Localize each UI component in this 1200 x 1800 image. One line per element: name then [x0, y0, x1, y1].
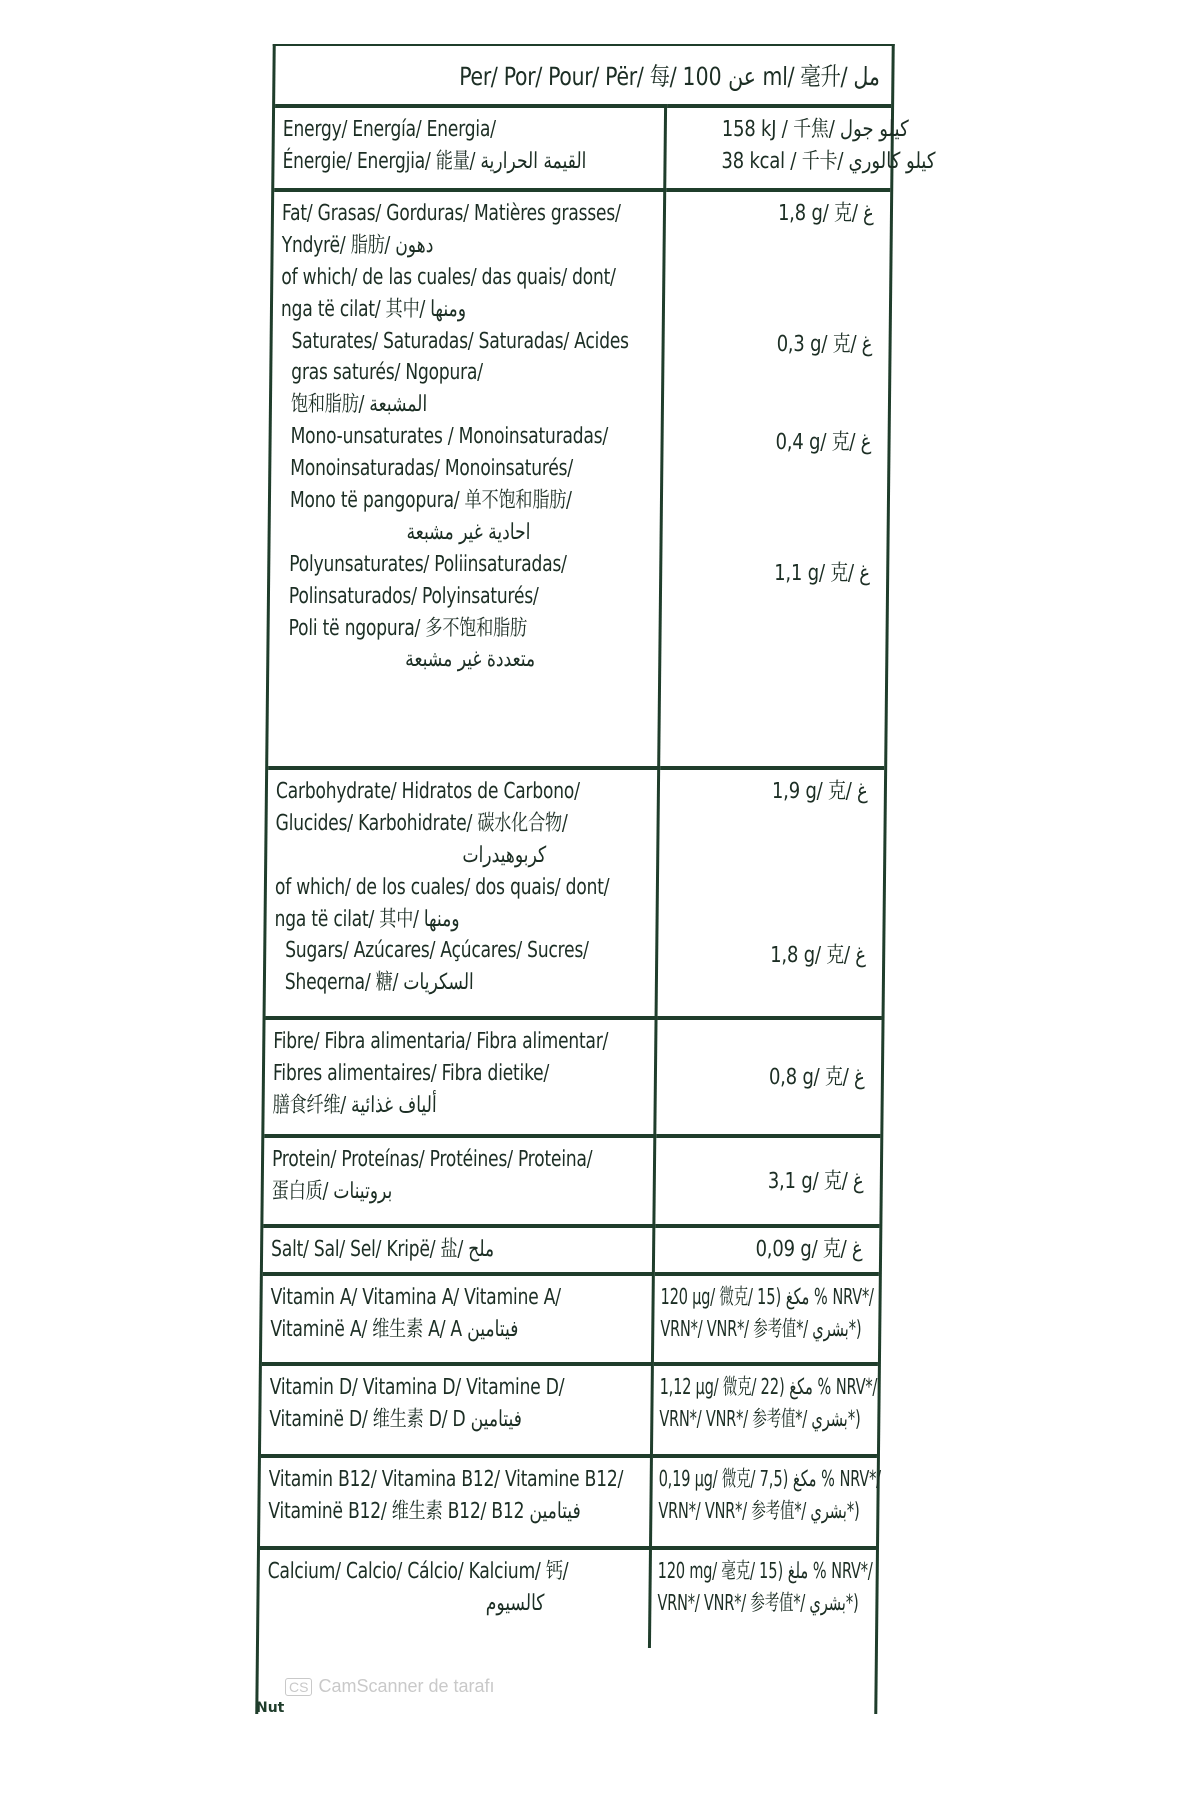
energy-kj: 158 kJ / 千焦/ كيلو جول [721, 117, 909, 142]
row-fibre [264, 1018, 881, 1136]
row-vitamin-a [262, 1274, 879, 1364]
saturates-value: 0,3 g/ 克/ غ [776, 331, 873, 357]
fat-name-1: Fat/ Grasas/ Gorduras/ Matières grasses/ [281, 201, 621, 226]
carb-name-1: Carbohydrate/ Hidratos de Carbono/ [275, 779, 580, 804]
camscanner-icon: CS [285, 1678, 312, 1696]
mono-name-3: Mono të pangopura/ 单不饱和脂肪/ [289, 488, 572, 514]
vitamin-a-value-2: VRN*/ VNR*/ 参考值*/ بشري*) [660, 1316, 862, 1342]
protein-value: 3,1 g/ 克/ غ [767, 1169, 864, 1195]
saturates-name-3: 饱和脂肪/ المشبعة [290, 392, 428, 418]
nutrition-table [259, 104, 936, 1648]
saturates-name-1: Saturates/ Saturadas/ Saturadas/ Acides [291, 328, 629, 354]
carb-of-which-2: nga të cilat/ 其中/ ومنها [274, 906, 460, 932]
vitamin-d-name-2: Vitaminë D/ 维生素 D/ D فيتامين [269, 1406, 523, 1432]
row-vitamin-b12 [260, 1456, 877, 1548]
row-protein [263, 1136, 880, 1226]
fibre-value: 0,8 g/ 克/ غ [768, 1065, 866, 1091]
per-100ml-header: Per/ Por/ Pour/ Për/ 每/ عن 100 ml/ 毫升/ مل [459, 62, 881, 91]
vitamin-b12-name-1: Vitamin B12/ Vitamina B12/ Vitamine B12/ [268, 1467, 624, 1492]
poly-value: 1,1 g/ 克/ غ [774, 560, 871, 586]
salt-value: 0,09 g/ 克/ غ [755, 1237, 864, 1262]
carb-value: 1,9 g/ 克/ غ [771, 779, 869, 804]
fat-of-which-2: nga të cilat/ 其中/ ومنها [280, 296, 467, 322]
protein-name-2: 蛋白质/ بروتينات [271, 1178, 393, 1204]
row-energy [274, 106, 891, 190]
calcium-value-2: VRN*/ VNR*/ 参考值*/ بشري*) [657, 1590, 859, 1616]
sugars-name-1: Sugars/ Azúcares/ Açúcares/ Sucres/ [285, 938, 589, 964]
nutrition-label [255, 44, 936, 1714]
energy-kcal: 38 kcal / 千卡/ كيلو كالوري [721, 148, 936, 174]
fibre-name-1: Fibre/ Fibra alimentaria/ Fibra alimentar/ [273, 1029, 609, 1054]
poly-name-arabic: متعددة غير مشبعة [405, 647, 536, 673]
calcium-name-1: Calcium/ Calcio/ Cálcio/ Kalcium/ 钙/ [267, 1559, 569, 1584]
vitamin-a-name-1: Vitamin A/ Vitamina A/ Vitamine A/ [270, 1285, 561, 1310]
mono-name-2: Monoinsaturadas/ Monoinsaturés/ [290, 456, 573, 482]
row-vitamin-d [261, 1364, 878, 1456]
row-fat [268, 190, 890, 768]
watermark-text: CamScanner de tarafı [318, 1676, 495, 1696]
fat-of-which-1: of which/ de las cuales/ das quais/ dont/ [281, 264, 616, 290]
vitamin-d-value-2: VRN*/ VNR*/ 参考值*/ بشري*) [659, 1406, 861, 1432]
calcium-name-arabic: كالسيوم [485, 1590, 545, 1616]
mono-name-arabic: احادية غير مشبعة [406, 519, 531, 545]
vitamin-d-name-1: Vitamin D/ Vitamina D/ Vitamine D/ [269, 1375, 565, 1400]
energy-name-1: Energy/ Energía/ Energia/ [282, 117, 496, 142]
vitamin-d-value-1: 1,12 μg/ 微克/ مكغ (22 % NRV*/ [659, 1375, 878, 1400]
vitamin-b12-name-2: Vitaminë B12/ 维生素 B12/ B12 فيتامين [268, 1498, 581, 1524]
poly-name-3: Poli të ngopura/ 多不饱和脂肪 [288, 615, 528, 641]
corner-mark: Nut [256, 1700, 285, 1716]
mono-name-1: Mono-unsaturates / Monoinsaturadas/ [290, 424, 609, 450]
row-carbohydrate [266, 768, 885, 1018]
mono-value: 0,4 g/ 克/ غ [775, 429, 872, 455]
vitamin-b12-value-1: 0,19 μg/ 微克/ مكغ (7,5 % NRV*/ [658, 1467, 881, 1492]
carb-of-which-1: of which/ de los cuales/ dos quais/ dont/ [274, 874, 610, 900]
fibre-name-3: 膳食纤维/ ألياف غذائية [272, 1092, 437, 1118]
vitamin-a-name-2: Vitaminë A/ 维生素 A/ A فيتامين [270, 1316, 519, 1342]
saturates-name-2: gras saturés/ Ngopura/ [291, 360, 483, 386]
vitamin-b12-value-2: VRN*/ VNR*/ 参考值*/ بشري*) [658, 1498, 860, 1524]
fibre-name-2: Fibres alimentaires/ Fibra dietike/ [272, 1060, 550, 1086]
camscanner-watermark [285, 1676, 495, 1697]
protein-name-1: Protein/ Proteínas/ Protéines/ Proteina/ [271, 1147, 593, 1172]
fat-value: 1,8 g/ 克/ غ [777, 201, 875, 226]
poly-name-2: Polinsaturados/ Polyinsaturés/ [288, 583, 539, 609]
row-salt [263, 1226, 880, 1274]
fat-name-2: Yndyrë/ 脂肪/ دهون [281, 232, 434, 258]
vitamin-a-value-1: 120 μg/ 微克/ مكغ (15 % NRV*/ [660, 1285, 874, 1310]
calcium-value-1: 120 mg/ 毫克/ ملغ (15 % NRV*/ [657, 1559, 873, 1584]
row-calcium [259, 1548, 876, 1648]
carb-name-arabic: كربوهيدرات [462, 842, 547, 868]
poly-name-1: Polyunsaturates/ Poliinsaturadas/ [289, 551, 567, 577]
sugars-name-2: Sheqerna/ 糖/ السكريات [284, 970, 474, 996]
energy-name-2: Énergie/ Energjia/ 能量/ القيمة الحرارية [282, 148, 587, 174]
salt-name: Salt/ Sal/ Sel/ Kripë/ 盐/ ملح [270, 1237, 495, 1262]
carb-name-2: Glucides/ Karbohidrate/ 碳水化合物/ [275, 810, 568, 836]
sugars-value: 1,8 g/ 克/ غ [770, 942, 867, 968]
